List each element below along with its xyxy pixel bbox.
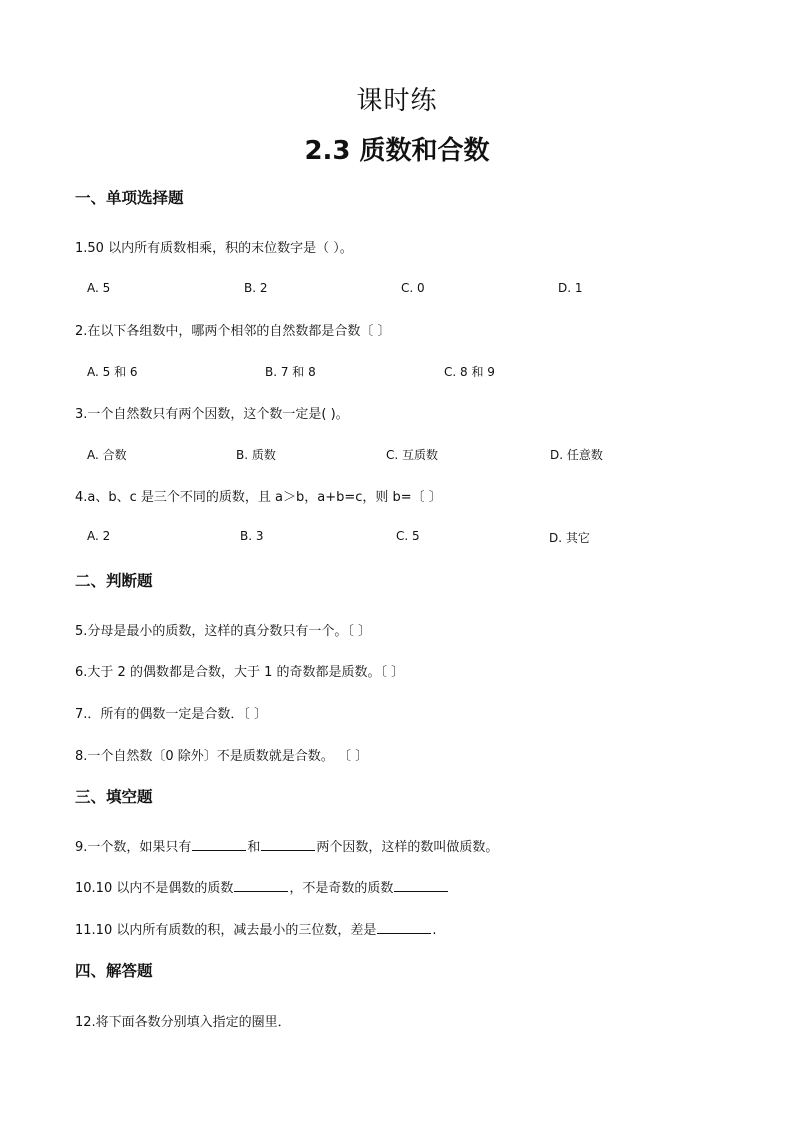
question-2: 2.在以下各组数中，哪两个相邻的自然数都是合数〔 〕 bbox=[75, 324, 391, 339]
question-9 bbox=[75, 836, 498, 855]
question-10 bbox=[75, 877, 449, 896]
question-1: 1.50 以内所有质数相乘，积的末位数字是（ ）。 bbox=[75, 241, 353, 256]
question-5: 5.分母是最小的质数，这样的真分数只有一个。〔 〕 bbox=[75, 624, 372, 639]
q10-blank-1[interactable] bbox=[234, 879, 288, 892]
q11-blank-1[interactable] bbox=[377, 921, 431, 934]
q10-text-b: ，不是奇数的质数 bbox=[289, 881, 394, 896]
question-11 bbox=[75, 919, 437, 938]
q4-option-a: A. 2 bbox=[87, 529, 111, 543]
question-4: 4.a、b、c 是三个不同的质数，且 a＞b，a+b=c，则 b=〔 〕 bbox=[75, 490, 442, 505]
section-heading-judge: 二、判断题 bbox=[75, 572, 153, 590]
q4-option-c: C. 5 bbox=[396, 529, 420, 543]
question-8: 8.一个自然数〔0 除外〕不是质数就是合数。 〔 〕 bbox=[75, 749, 369, 764]
q10-blank-2[interactable] bbox=[394, 879, 448, 892]
q1-option-d: D. 1 bbox=[558, 281, 583, 295]
q2-option-c: C. 8 和 9 bbox=[444, 365, 495, 379]
question-7: 7.．所有的偶数一定是合数．〔 〕 bbox=[75, 707, 268, 722]
q9-blank-2[interactable] bbox=[261, 838, 315, 851]
q2-option-a: A. 5 和 6 bbox=[87, 365, 138, 379]
q1-option-c: C. 0 bbox=[401, 281, 425, 295]
doc-title: 课时练 bbox=[356, 86, 438, 116]
q3-option-b: B. 质数 bbox=[236, 448, 276, 462]
q9-text-b: 和 bbox=[247, 840, 261, 855]
doc-subtitle: 2.3 质数和合数 bbox=[304, 136, 490, 166]
q4-option-d: D. 其它 bbox=[549, 531, 590, 545]
section-heading-fill: 三、填空题 bbox=[75, 788, 153, 806]
q9-blank-1[interactable] bbox=[192, 838, 246, 851]
q9-text-c: 两个因数，这样的数叫做质数。 bbox=[316, 840, 499, 855]
section-heading-answer: 四、解答题 bbox=[75, 962, 153, 980]
q11-text-b: . bbox=[432, 923, 437, 938]
question-6: 6.大于 2 的偶数都是合数，大于 1 的奇数都是质数。〔 〕 bbox=[75, 665, 405, 680]
q1-option-b: B. 2 bbox=[244, 281, 268, 295]
q1-option-a: A. 5 bbox=[87, 281, 111, 295]
q11-text-a: 11.10 以内所有质数的积，减去最小的三位数，差是 bbox=[75, 923, 377, 938]
question-3: 3.一个自然数只有两个因数，这个数一定是( )。 bbox=[75, 407, 349, 422]
q3-option-c: C. 互质数 bbox=[386, 448, 439, 462]
section-heading-choice: 一、单项选择题 bbox=[75, 189, 184, 207]
q2-option-b: B. 7 和 8 bbox=[265, 365, 316, 379]
q9-text-a: 9.一个数，如果只有 bbox=[75, 840, 192, 855]
question-12: 12.将下面各数分别填入指定的圈里． bbox=[75, 1015, 291, 1030]
q10-text-a: 10.10 以内不是偶数的质数 bbox=[75, 881, 234, 896]
q4-option-b: B. 3 bbox=[240, 529, 264, 543]
q3-option-a: A. 合数 bbox=[87, 448, 127, 462]
q3-option-d: D. 任意数 bbox=[550, 448, 603, 462]
